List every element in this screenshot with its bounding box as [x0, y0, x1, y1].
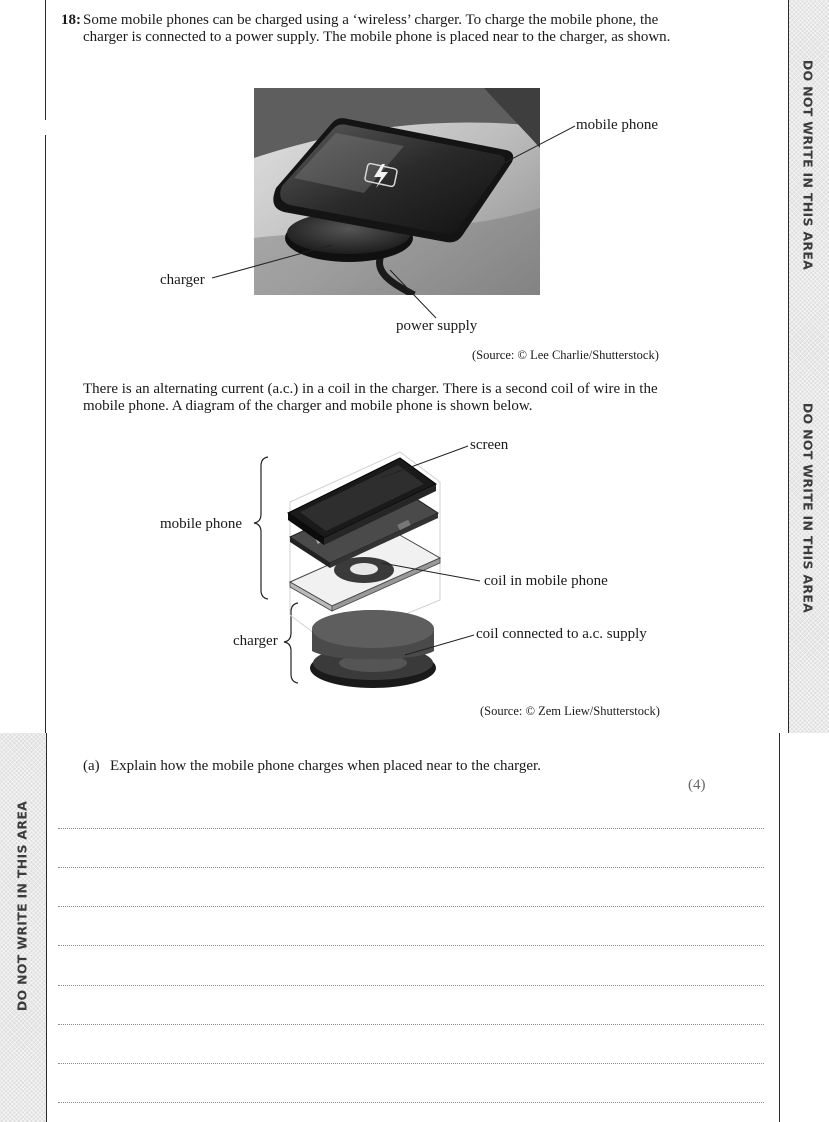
phone-brace	[254, 457, 268, 599]
answer-line[interactable]	[58, 1024, 764, 1025]
margin-warning-right-top: DO NOT WRITE IN THIS AREA	[800, 59, 816, 271]
answer-line[interactable]	[58, 867, 764, 868]
right-border-lower	[779, 733, 780, 1122]
answer-line[interactable]	[58, 945, 764, 946]
photo-label-mobile-phone: mobile phone	[576, 117, 659, 133]
answer-line[interactable]	[58, 1063, 764, 1064]
answer-line[interactable]	[58, 985, 764, 986]
question-paragraph-2: There is an alternating current (a.c.) in a coil in the charger. There is a second coil of wire in the mobile phone. A diagram of the charger and mobile phone is shown below.	[83, 381, 658, 414]
left-border-lower	[46, 733, 47, 1122]
photo-source: (Source: © Lee Charlie/Shutterstock)	[472, 348, 659, 362]
diagram-label-coil-supply: coil connected to a.c. supply	[476, 626, 647, 642]
diagram-label-charger: charger	[233, 633, 278, 649]
answer-line[interactable]	[58, 1102, 764, 1103]
photo-label-power-supply: power supply	[396, 318, 478, 334]
part-a-text: Explain how the mobile phone charges when placed near to the charger.	[110, 758, 541, 774]
exploded-diagram	[0, 430, 829, 730]
diagram-source: (Source: © Zem Liew/Shutterstock)	[480, 704, 660, 718]
part-a-label: (a)	[83, 758, 100, 774]
margin-warning-left: DO NOT WRITE IN THIS AREA	[14, 800, 30, 1012]
photo-leader-lines	[0, 0, 829, 400]
photo-label-charger: charger	[160, 272, 205, 288]
diagram-label-coil-in-phone: coil in mobile phone	[484, 573, 608, 589]
question-intro: Some mobile phones can be charged using a ‘wireless’ charger. To charge the mobile phone, the charger is connected to a power supply. The mobile phone is placed near to the charger, as shown.	[83, 12, 671, 45]
diagram-label-mobile-phone: mobile phone	[160, 516, 243, 532]
answer-line[interactable]	[58, 906, 764, 907]
margin-warning-right-bottom: DO NOT WRITE IN THIS AREA	[800, 402, 816, 614]
part-a-marks: (4)	[688, 777, 706, 793]
diagram-label-screen: screen	[470, 437, 509, 453]
charger-brace	[284, 603, 298, 683]
answer-line[interactable]	[58, 828, 764, 829]
question-number: 18:	[61, 12, 81, 28]
